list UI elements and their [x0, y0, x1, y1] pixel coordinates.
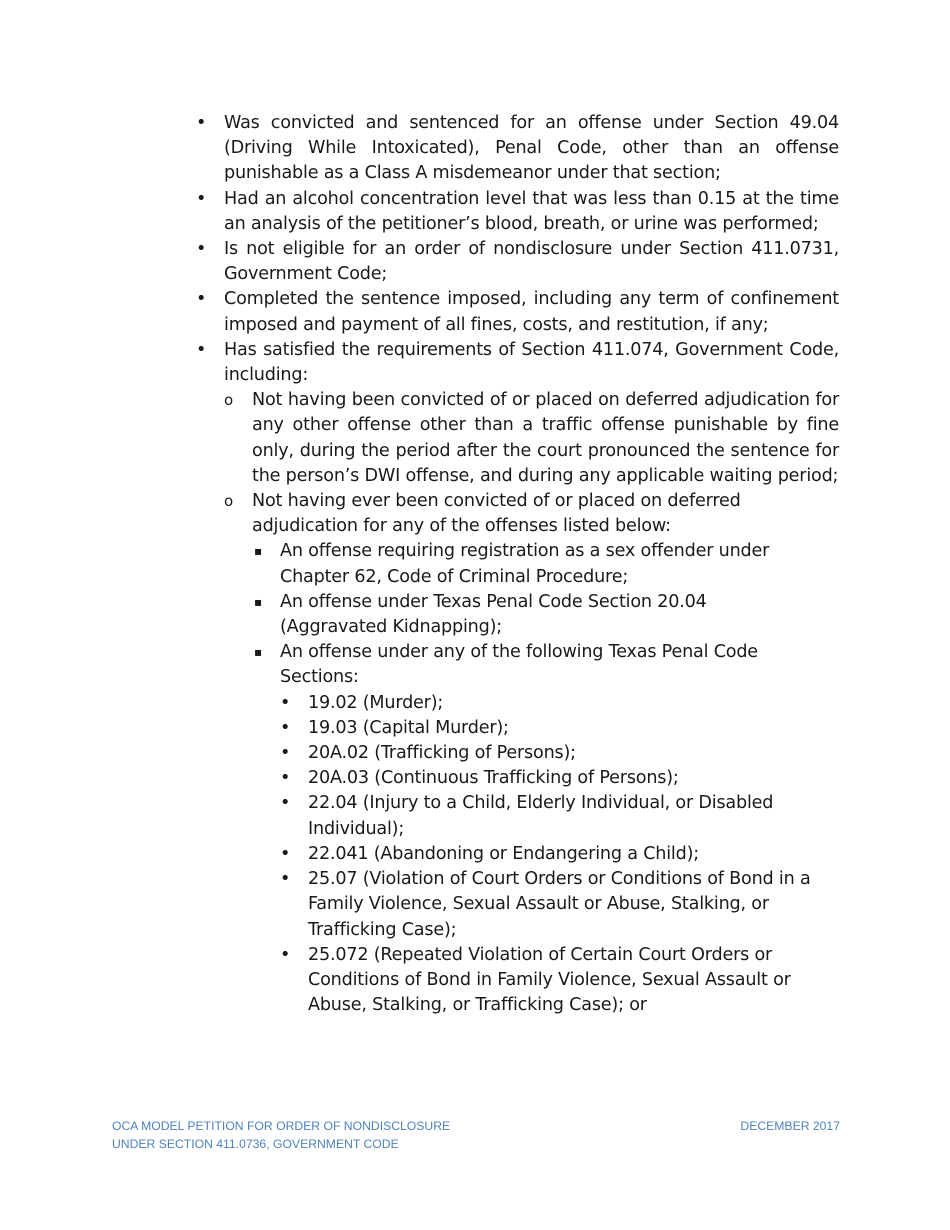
offense-item-text: An offense under Texas Penal Code Section 20.04 (Aggravated Kidnapping); — [280, 591, 707, 638]
section-item-text: 20A.02 (Trafficking of Persons); — [308, 743, 576, 764]
bullet-icon: • — [280, 843, 291, 864]
sublist-item — [224, 489, 839, 539]
penal-code-section-list — [280, 691, 839, 1019]
section-item — [280, 691, 839, 716]
document-body — [196, 111, 839, 1018]
circle-bullet-icon: o — [224, 391, 233, 410]
circle-bullet-icon: o — [224, 492, 233, 511]
list-item — [196, 338, 839, 388]
section-item-text: 22.041 (Abandoning or Endangering a Child); — [308, 843, 699, 864]
footer-document-title — [112, 1118, 450, 1153]
offense-item — [252, 539, 791, 589]
bullet-icon: • — [280, 692, 291, 713]
eligibility-list — [196, 111, 839, 388]
section-item — [280, 943, 839, 1019]
requirements-sublist — [224, 388, 839, 539]
bullet-icon: • — [280, 743, 291, 764]
bullet-icon: • — [196, 239, 207, 260]
bullet-icon: • — [196, 113, 207, 133]
list-item-text: Is not eligible for an order of nondisclosure under Section 411.0731, Government Code; — [224, 239, 839, 285]
section-item-text: 25.072 (Repeated Violation of Certain Court Orders or Conditions of Bond in Family Violence, Sexual Assault or Abuse, Stalking, or Trafficking Case); or — [308, 944, 791, 1016]
bullet-icon: • — [196, 339, 207, 360]
bullet-icon: • — [280, 869, 291, 890]
bullet-icon: • — [196, 188, 207, 209]
section-item — [280, 741, 839, 766]
bullet-icon: • — [280, 944, 291, 965]
footer-title-line: OCA MODEL PETITION FOR ORDER OF NONDISCLOSURE — [112, 1119, 451, 1133]
square-bullet-icon: ▪ — [254, 645, 262, 660]
footer-title-line: UNDER SECTION 411.0736, GOVERNMENT CODE — [112, 1136, 399, 1151]
bullet-icon: • — [280, 793, 291, 814]
offense-item — [252, 640, 791, 690]
footer-date: DECEMBER 2017 — [740, 1119, 840, 1133]
offense-item — [252, 590, 791, 640]
section-item — [280, 716, 839, 741]
list-item — [196, 237, 839, 287]
sublist-item — [224, 388, 839, 489]
offense-list — [252, 539, 839, 690]
square-bullet-icon: ▪ — [254, 594, 262, 609]
offense-item-text: An offense under any of the following Texas Penal Code Sections: — [280, 642, 758, 688]
sublist-item-text: Not having been convicted of or placed on deferred adjudication for any other offense other than a traffic offense punishable by fine only, during the period after the court pronounced the sentence for the person’s DWI offense, and during any applicable waiting period; — [252, 390, 839, 486]
list-item-text: Completed the sentence imposed, including any term of confinement imposed and payment of all fines, costs, and restitution, if any; — [224, 289, 839, 335]
bullet-icon: • — [280, 717, 291, 738]
list-item-text: Has satisfied the requirements of Section 411.074, Government Code, including: — [224, 339, 839, 386]
list-item-text: Was convicted and sentenced for an offense under Section 49.04 (Driving While Intoxicated), Penal Code, other than an offense punishable as a Class A misdemeanor under that section; — [224, 113, 839, 184]
section-item — [280, 867, 839, 943]
section-item-text: 19.03 (Capital Murder); — [308, 717, 509, 738]
section-item-text: 22.04 (Injury to a Child, Elderly Individual, or Disabled Individual); — [308, 793, 774, 839]
section-item-text: 20A.03 (Continuous Trafficking of Persons); — [308, 768, 679, 789]
square-bullet-icon: ▪ — [254, 544, 262, 559]
bullet-icon: • — [196, 289, 207, 310]
section-item — [280, 766, 839, 791]
section-item — [280, 791, 839, 841]
list-item — [196, 287, 839, 337]
bullet-icon: • — [280, 768, 291, 789]
list-item — [196, 187, 839, 237]
offense-item-text: An offense requiring registration as a sex offender under Chapter 62, Code of Criminal Procedure; — [280, 541, 770, 587]
section-item-text: 19.02 (Murder); — [308, 692, 444, 713]
section-item — [280, 842, 839, 867]
list-item — [196, 111, 839, 187]
sublist-item-text: Not having ever been convicted of or placed on deferred adjudication for any of the offenses listed below: — [252, 491, 741, 537]
list-item-text: Had an alcohol concentration level that was less than 0.15 at the time an analysis of the petitioner’s blood, breath, or urine was performed; — [224, 188, 839, 234]
section-item-text: 25.07 (Violation of Court Orders or Conditions of Bond in a Family Violence, Sexual Assault or Abuse, Stalking, or Trafficking Case); — [308, 869, 811, 940]
